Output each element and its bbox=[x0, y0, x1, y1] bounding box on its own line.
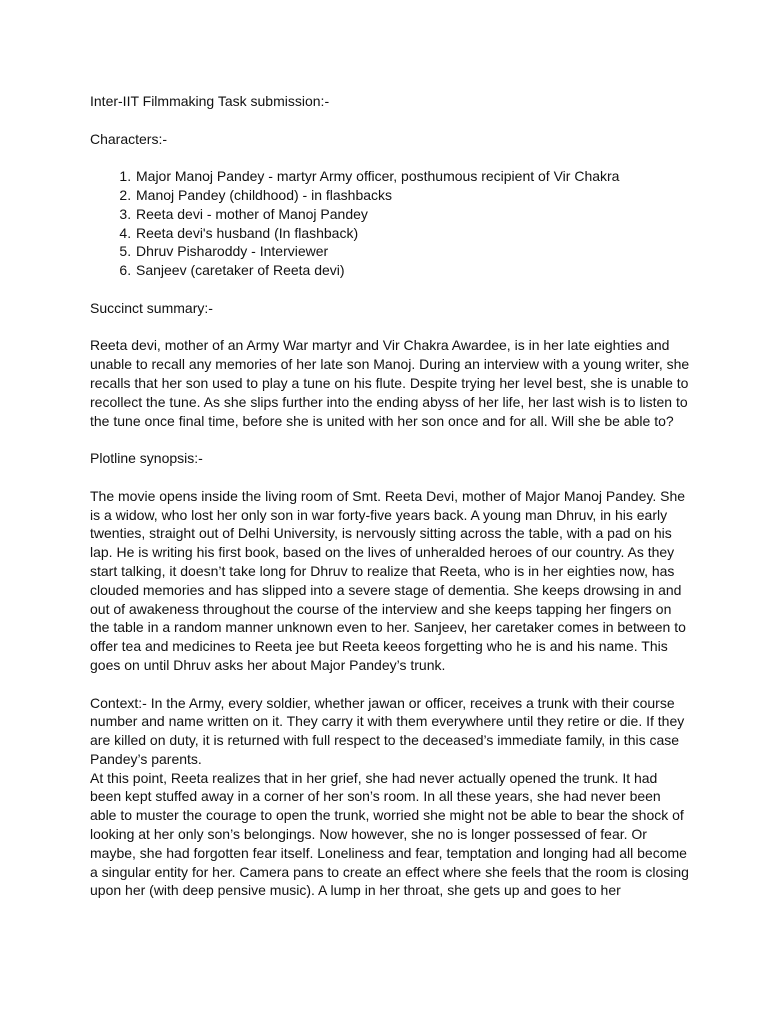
character-item: 3. Reeta devi - mother of Manoj Pandey bbox=[135, 205, 690, 224]
continuation-paragraph: At this point, Reeta realizes that in her grief, she had never actually opened the trunk. It had been kept stuffed away in a corner of her son’s room. In all these years, she had never been able to muster the courage to open the trunk, worried she might not be able to bear the shock of looking at her only son’s belongings. Now however, she no is longer possessed of fear. Or maybe, she had forgotten fear itself. Loneliness and fear, temptation and longing had all become a singular entity for her. Camera pans to create an effect where she feels that the room is closing upon her (with deep pensive music). A lump in her throat, she gets up and goes to her bbox=[90, 769, 689, 899]
character-item: 5. Dhruv Pisharoddy - Interviewer bbox=[135, 242, 690, 261]
character-item: 1. Major Manoj Pandey - martyr Army officer, posthumous recipient of Vir Chakra bbox=[135, 167, 690, 186]
document-title: Inter-IIT Filmmaking Task submission:- bbox=[90, 93, 330, 109]
synopsis-heading: Plotline synopsis:- bbox=[90, 450, 203, 467]
characters-heading: Characters:- bbox=[90, 130, 168, 147]
character-item: 4. Reeta devi's husband (In flashback) bbox=[135, 224, 690, 243]
synopsis-paragraph: The movie opens inside the living room of Smt. Reeta Devi, mother of Major Manoj Pandey. She is a widow, who lost her only son in war forty-five years back. A young man Dhruv, in his early twenties, straight out of Delhi University, is nervously sitting across the table, with a pad on his lap. He is writing his first book, based on the lives of unheralded heroes of our country. As they start talking, it doesn’t take long for Dhruv to realize that Reeta, who is in her eighties now, has clouded memories and has slipped into a severe stage of dementia. She keeps drowsing in and out of awakeness throughout the course of the interview and she keeps tapping her fingers on the table in a random manner unknown even to her. Sanjeev, her caretaker comes in between to offer tea and medicines to Reeta jee but Reeta keeos forgetting who he is and his name. This goes on until Dhruv asks her about Major Pandey’s trunk. bbox=[90, 487, 686, 673]
summary-paragraph: Reeta devi, mother of an Army War martyr and Vir Chakra Awardee, is in her late eighties and unable to recall any memories of her late son Manoj. During an interview with a young writer, she recalls that her son used to play a tune on his flute. Despite trying her level best, she is unable to recollect the tune. As she slips further into the ending abyss of her life, her last wish is to listen to the tune once final time, before she is united with her son once and for all. Will she be able to? bbox=[90, 337, 690, 429]
character-item: 6. Sanjeev (caretaker of Reeta devi) bbox=[135, 261, 690, 280]
character-item: 2. Manoj Pandey (childhood) - in flashbacks bbox=[135, 186, 690, 205]
summary-heading: Succinct summary:- bbox=[90, 299, 213, 316]
context-paragraph: Context:- In the Army, every soldier, whether jawan or officer, receives a trunk with their course number and name written on it. They carry it with them everywhere until they retire or die. If they are killed on duty, it is returned with full respect to the deceased’s immediate family, in this case Pandey’s parents. bbox=[90, 694, 685, 767]
document-page bbox=[90, 92, 690, 900]
characters-list bbox=[90, 167, 690, 280]
